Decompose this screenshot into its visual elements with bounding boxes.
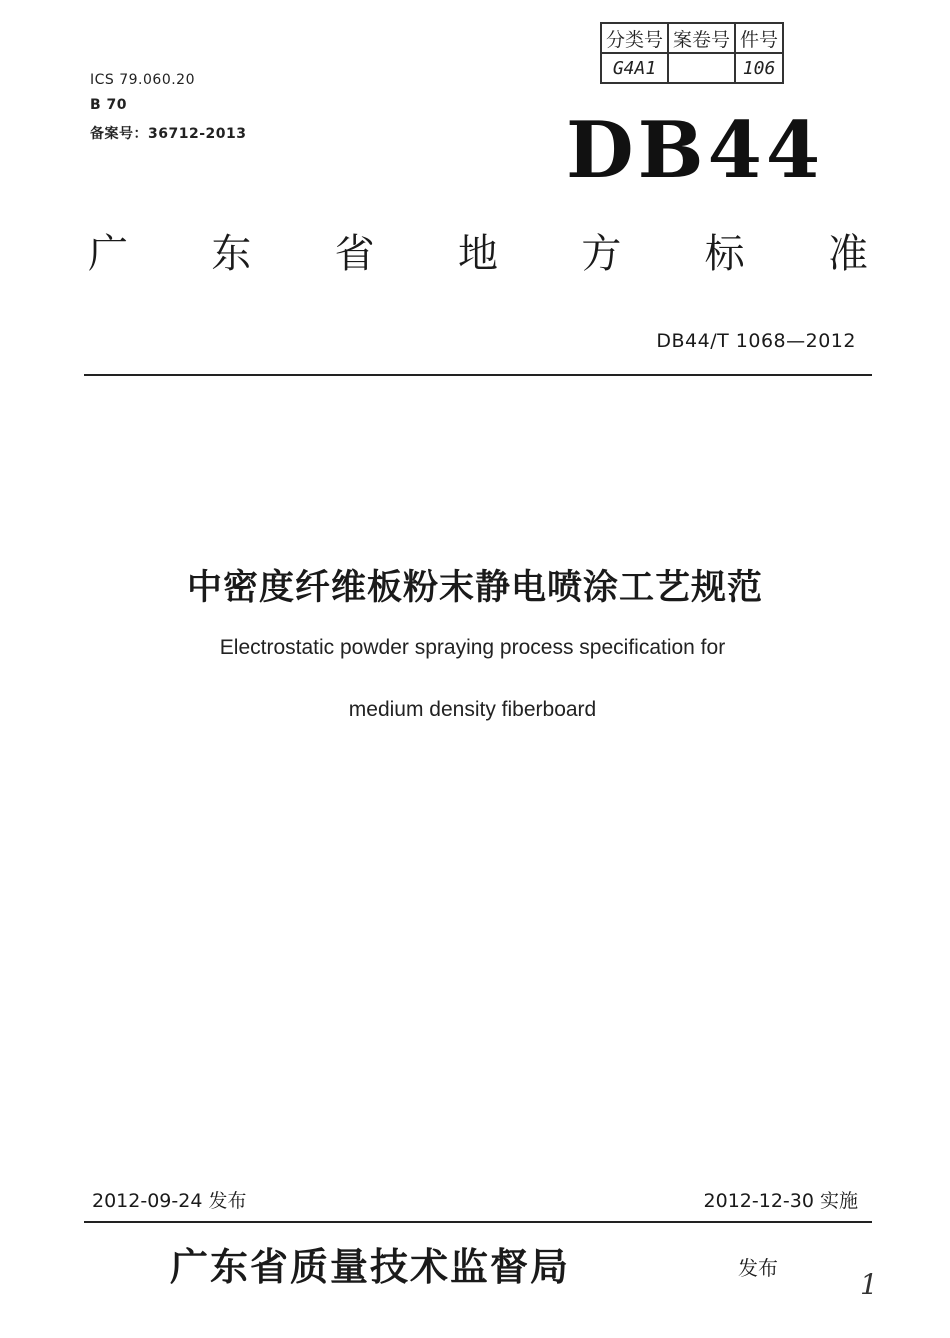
ccs-code: B 70 bbox=[90, 97, 128, 113]
stamp-value-file bbox=[668, 53, 735, 83]
issue-date: 2012-09-24 发布 bbox=[92, 1190, 247, 1212]
heading-char: 准 bbox=[827, 231, 868, 277]
heading-char: 地 bbox=[457, 231, 498, 277]
issuer-suffix: 发布 bbox=[738, 1256, 778, 1280]
title-english-line2: medium density fiberboard bbox=[348, 698, 597, 721]
title-english-line1: Electrostatic powder spraying process specification for bbox=[219, 636, 726, 659]
archive-stamp bbox=[600, 22, 784, 84]
footer-divider bbox=[84, 1221, 872, 1223]
heading-char: 东 bbox=[211, 231, 252, 277]
stamp-value-item: 106 bbox=[735, 53, 783, 83]
stamp-header-file: 案卷号 bbox=[668, 23, 735, 53]
title-chinese: 中密度纤维板粉末静电喷涂工艺规范 bbox=[186, 568, 763, 608]
page-number: 1 bbox=[860, 1268, 878, 1301]
issuing-authority: 广东省质量技术监督局 bbox=[170, 1244, 571, 1289]
heading-char: 省 bbox=[334, 231, 375, 277]
province-standard-heading bbox=[88, 222, 868, 279]
stamp-header-category: 分类号 bbox=[601, 23, 668, 53]
record-number: 备案号：36712-2013 bbox=[90, 126, 247, 142]
standard-number: DB44/T 1068—2012 bbox=[656, 330, 856, 352]
stamp-value-category: G4A1 bbox=[601, 53, 668, 83]
header-divider bbox=[84, 374, 872, 376]
implementation-date: 2012-12-30 实施 bbox=[703, 1190, 858, 1212]
ics-code: ICS 79.060.20 bbox=[90, 72, 195, 88]
heading-char: 标 bbox=[704, 231, 745, 277]
stamp-header-item: 件号 bbox=[735, 23, 783, 53]
db44-logo: DB44 bbox=[566, 105, 825, 196]
heading-char: 广 bbox=[88, 231, 128, 277]
heading-char: 方 bbox=[581, 231, 622, 277]
